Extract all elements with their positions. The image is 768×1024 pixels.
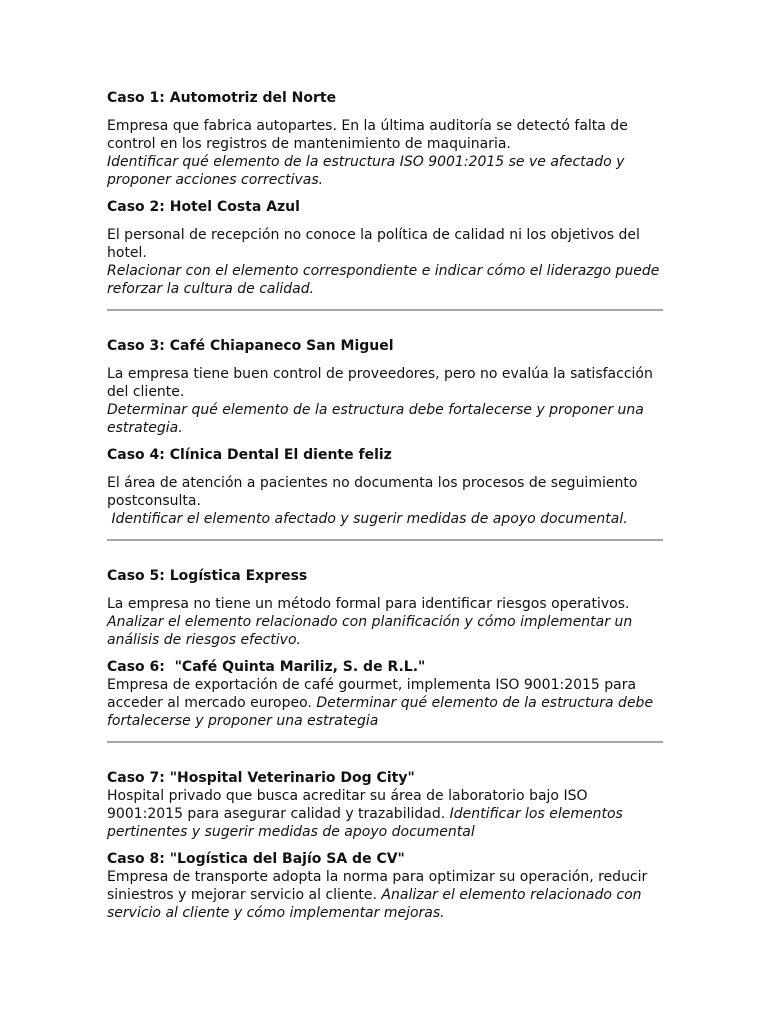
case-description: El área de atención a pacientes no documenta los procesos de seguimiento postconsulta. bbox=[107, 475, 638, 509]
case-7 bbox=[107, 769, 663, 841]
case-6 bbox=[107, 658, 663, 730]
case-3 bbox=[107, 337, 663, 437]
case-description: El personal de recepción no conoce la política de calidad ni los objetivos del hotel. bbox=[107, 227, 640, 261]
case-body bbox=[107, 474, 663, 528]
case-task: Analizar el elemento relacionado con planificación y cómo implementar un análisis de riesgos efectivo. bbox=[107, 614, 633, 648]
case-task: Identificar los elementos pertinentes y sugerir medidas de apoyo documental bbox=[107, 806, 623, 840]
case-task: Identificar qué elemento de la estructura ISO 9001:2015 se ve afectado y proponer acciones correctivas. bbox=[107, 154, 625, 188]
case-task: Identificar el elemento afectado y sugerir medidas de apoyo documental. bbox=[107, 511, 628, 527]
case-title: Caso 3: Café Chiapaneco San Miguel bbox=[107, 338, 394, 354]
case-body bbox=[107, 595, 663, 649]
case-body bbox=[107, 117, 663, 189]
case-4 bbox=[107, 446, 663, 528]
case-task: Determinar qué elemento de la estructura debe fortalecerse y proponer una estrategia. bbox=[107, 402, 644, 436]
case-description: Hospital privado que busca acreditar su área de laboratorio bajo ISO 9001:2015 para asegurar calidad y trazabilidad. bbox=[107, 788, 588, 822]
case-title: Caso 1: Automotriz del Norte bbox=[107, 90, 337, 106]
case-8 bbox=[107, 850, 663, 922]
case-task: Analizar el elemento relacionado con servicio al cliente y cómo implementar mejoras. bbox=[107, 887, 642, 921]
case-description: Empresa que fabrica autopartes. En la última auditoría se detectó falta de control en los registros de mantenimiento de maquinaria. bbox=[107, 118, 628, 152]
case-title: Caso 5: Logística Express bbox=[107, 568, 308, 584]
case-description: La empresa tiene buen control de proveedores, pero no evalúa la satisfacción del cliente. bbox=[107, 366, 653, 400]
case-description: Empresa de transporte adopta la norma para optimizar su operación, reducir siniestros y mejorar servicio al cliente. bbox=[107, 869, 648, 903]
document-page bbox=[107, 89, 663, 922]
case-body bbox=[107, 787, 663, 841]
case-body bbox=[107, 365, 663, 437]
case-task: Determinar qué elemento de la estructura debe fortalecerse y proponer una estrategia bbox=[107, 695, 654, 729]
case-title: Caso 7: "Hospital Veterinario Dog City" bbox=[107, 770, 415, 786]
case-task: Relacionar con el elemento correspondiente e indicar cómo el liderazgo puede reforzar la cultura de calidad. bbox=[107, 263, 660, 297]
case-body bbox=[107, 868, 663, 922]
case-title: Caso 6: "Café Quinta Mariliz, S. de R.L." bbox=[107, 659, 426, 675]
case-title: Caso 8: "Logística del Bajío SA de CV" bbox=[107, 851, 405, 867]
case-2 bbox=[107, 198, 663, 298]
case-description: Empresa de exportación de café gourmet, implementa ISO 9001:2015 para acceder al mercado europeo. bbox=[107, 677, 637, 711]
case-body bbox=[107, 676, 663, 730]
case-5 bbox=[107, 567, 663, 649]
case-title: Caso 4: Clínica Dental El diente feliz bbox=[107, 447, 392, 463]
case-1 bbox=[107, 89, 663, 189]
case-title: Caso 2: Hotel Costa Azul bbox=[107, 199, 300, 215]
case-description: La empresa no tiene un método formal para identificar riesgos operativos. bbox=[107, 596, 630, 612]
case-body bbox=[107, 226, 663, 298]
